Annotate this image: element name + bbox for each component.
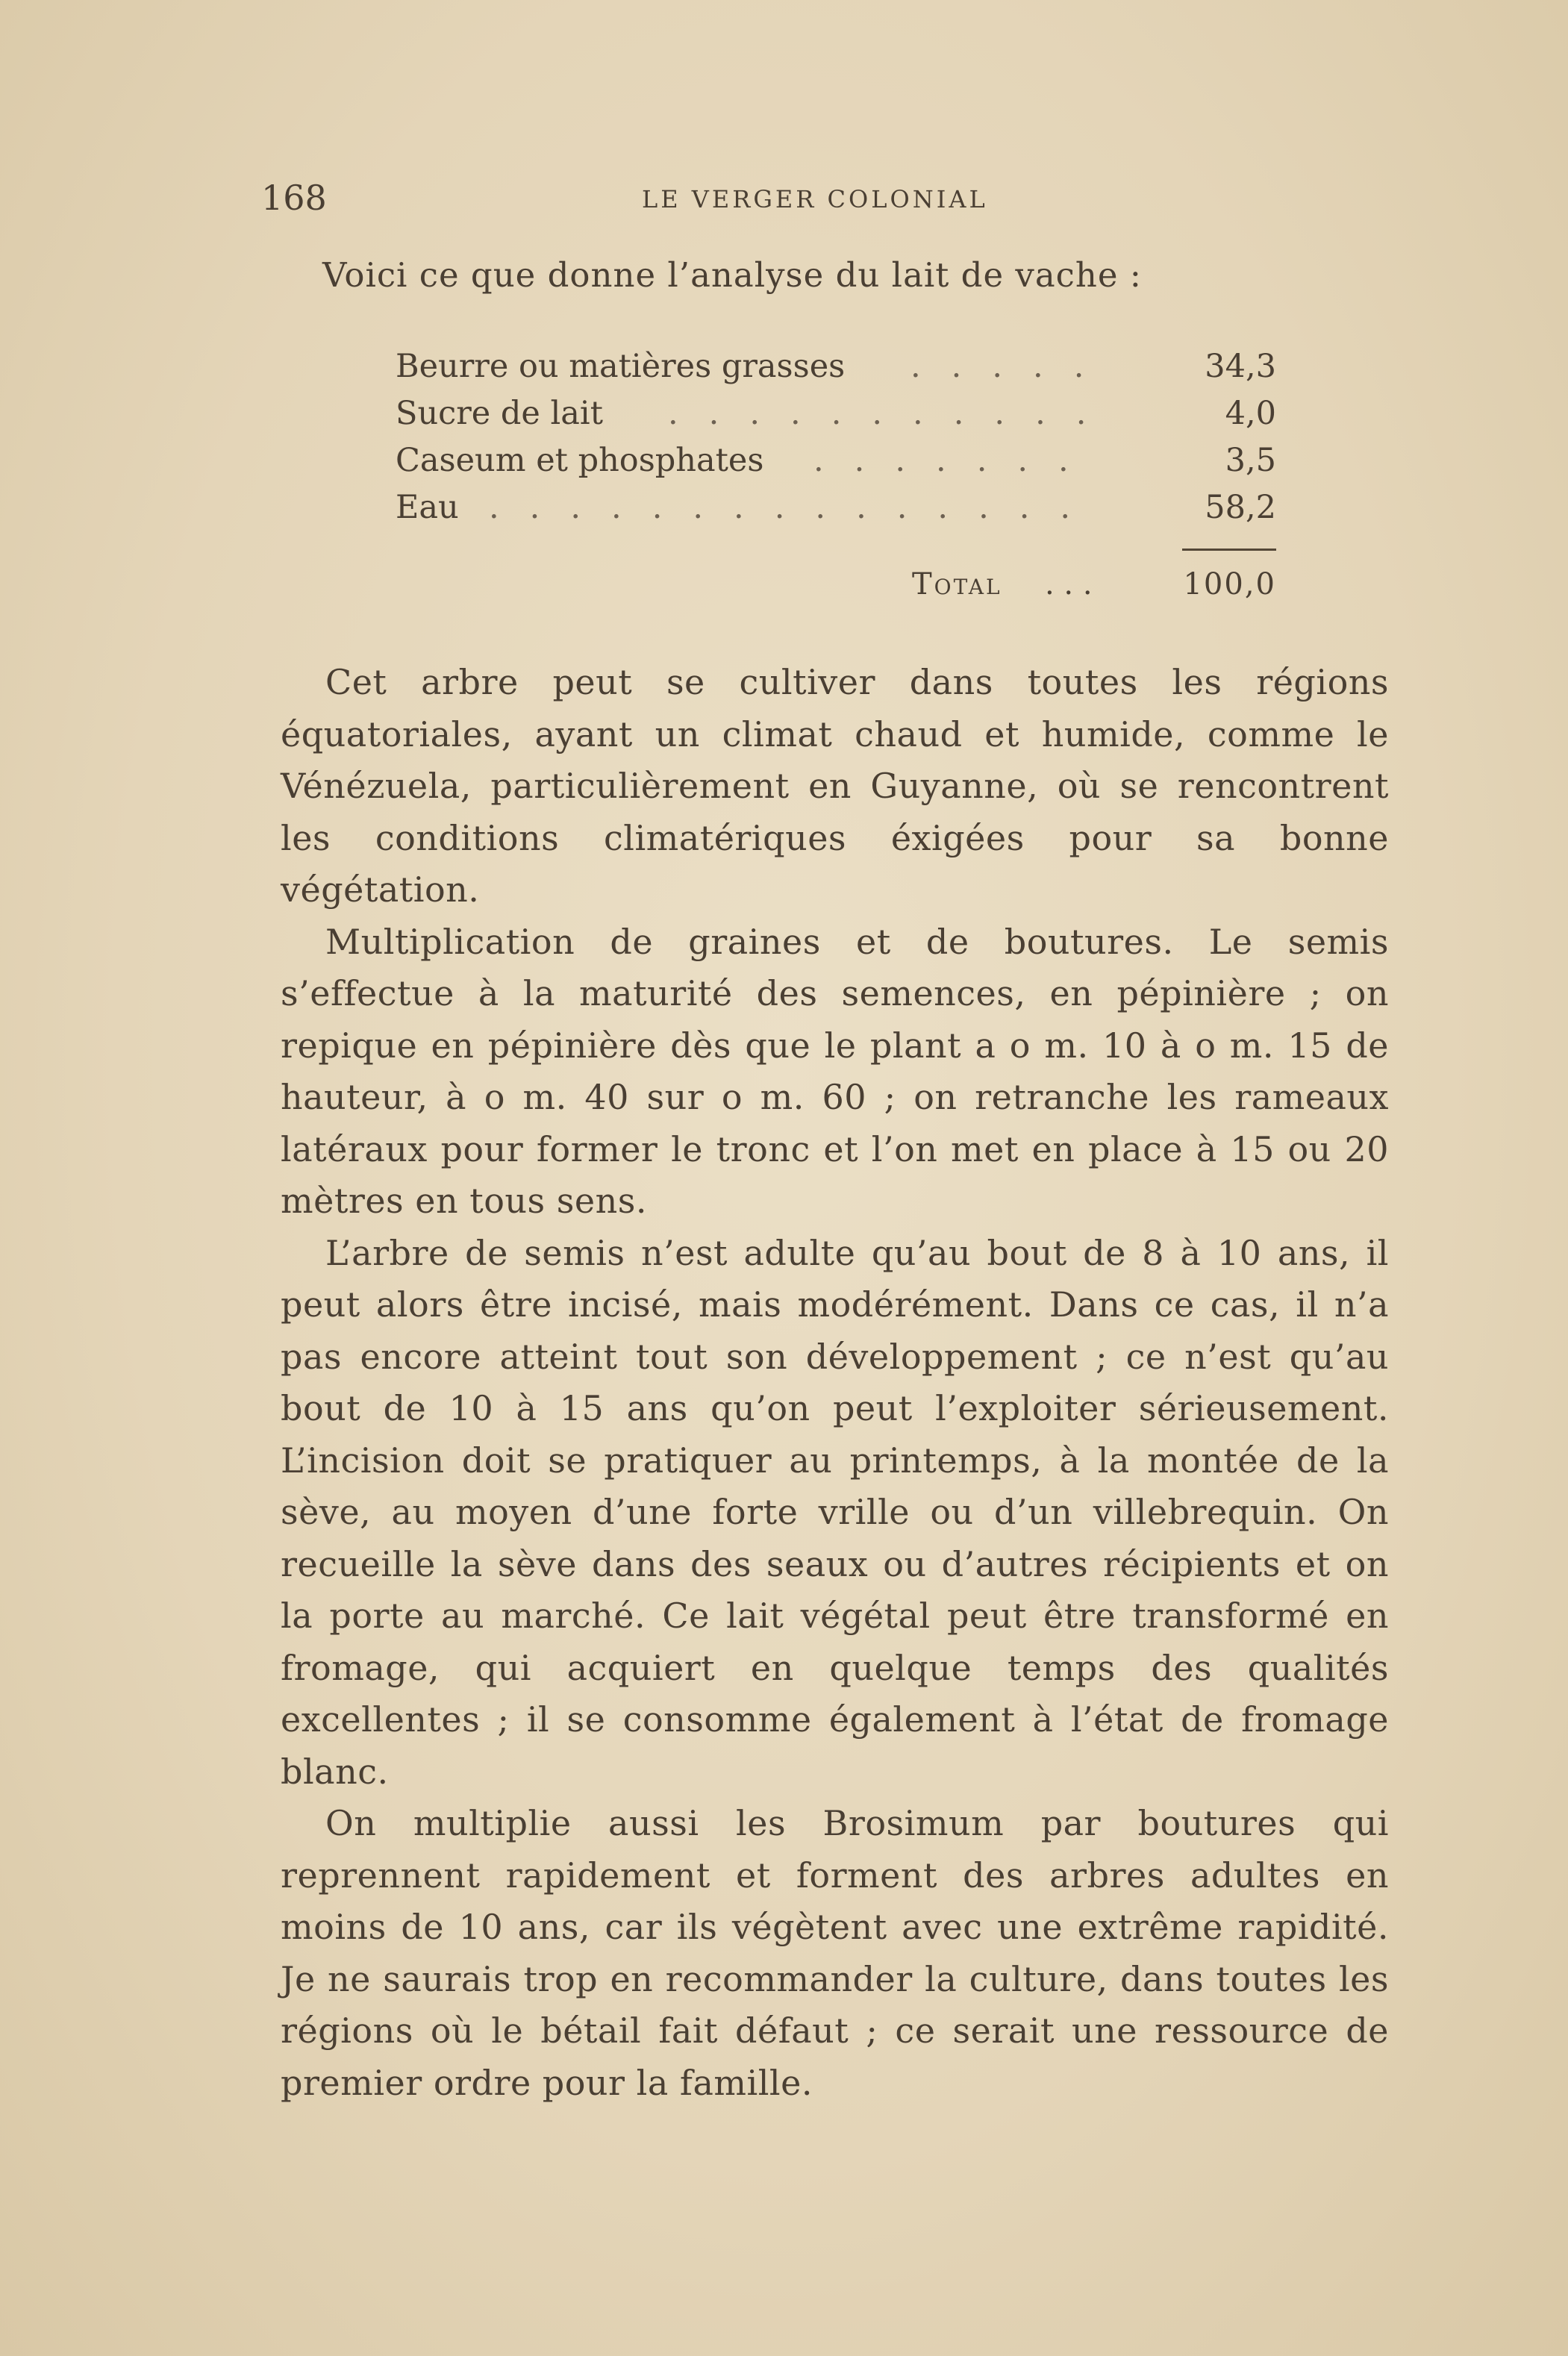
analysis-value: 4,0 <box>1225 395 1276 432</box>
analysis-row <box>396 395 1276 442</box>
running-title: LE VERGER COLONIAL <box>642 185 988 213</box>
analysis-row <box>396 348 1276 395</box>
analysis-total-row <box>912 567 1276 612</box>
leader-dots: . . . . . . . <box>813 442 1069 479</box>
leader-dots: . . . . . . . . . . . <box>668 395 1087 432</box>
total-value: 100,0 <box>1183 567 1276 602</box>
total-label: Total <box>912 567 1002 602</box>
page-number: 168 <box>261 178 327 218</box>
paragraph: L’arbre de semis n’est adulte qu’au bout de 8 à 10 ans, il peut alors être incisé, mais modérément. Dans ce cas, il n’a pas encore atteint tout son développement ; ce n’est qu’au bout de 10 à 15 ans qu’on peut l’exploiter sérieusement. L’incision doit se pratiquer au printemps, à la montée de la sève, au moyen d’une forte vrille ou d’un villebrequin. On recueille la sève dans des seaux ou d’autres récipients et on la porte au marché. Ce lait végétal peut être transformé en fromage, qui acquiert en quelque temps des qualités excellentes ; il se consomme également à l’état de fromage blanc. <box>281 1232 1389 1792</box>
total-rule <box>1182 549 1276 551</box>
analysis-label: Eau <box>396 489 459 526</box>
analysis-row <box>396 442 1276 489</box>
page-header <box>261 178 1269 222</box>
analysis-label: Beurre ou matières grasses <box>396 348 846 385</box>
analysis-label: Sucre de lait <box>396 395 603 432</box>
paragraph: On multiplie aussi les Brosimum par boutures qui reprennent rapidement et forment des arbres adultes en moins de 10 ans, car ils végètent avec une extrême rapidité. Je ne saurais trop en recommander la culture, dans toutes les régions où le bétail fait défaut ; ce serait une ressource de premier ordre pour la famille. <box>281 1803 1389 2103</box>
analysis-value: 58,2 <box>1205 489 1276 526</box>
leader-dots: . . . <box>1045 567 1093 602</box>
analysis-row <box>396 489 1276 536</box>
leader-dots: . . . . . <box>910 348 1084 385</box>
intro-line: Voici ce que donne l’analyse du lait de vache : <box>322 255 1142 295</box>
analysis-value: 3,5 <box>1225 442 1276 479</box>
milk-analysis-table <box>396 348 1276 536</box>
leader-dots: . . . . . . . . . . . . . . . <box>489 489 1071 526</box>
body-text <box>281 657 1389 2109</box>
paragraph: Multiplication de graines et de boutures. Le semis s’effectue à la maturité des semences, en pépinière ; on repique en pépinière dès que le plant a o m. 10 à o m. 15 de hauteur, à o m. 40 sur o m. 60 ; on retranche les rameaux latéraux pour former le tronc et l’on met en place à 15 ou 20 mètres en tous sens. <box>281 921 1389 1221</box>
analysis-label: Caseum et phosphates <box>396 442 764 479</box>
analysis-value: 34,3 <box>1205 348 1276 385</box>
paragraph: Cet arbre peut se cultiver dans toutes les régions équatoriales, ayant un climat chaud et humide, comme le Vénézuela, particulièrement en Guyanne, où se rencontrent les conditions climatériques éxigées pour sa bonne végétation. <box>281 662 1389 910</box>
